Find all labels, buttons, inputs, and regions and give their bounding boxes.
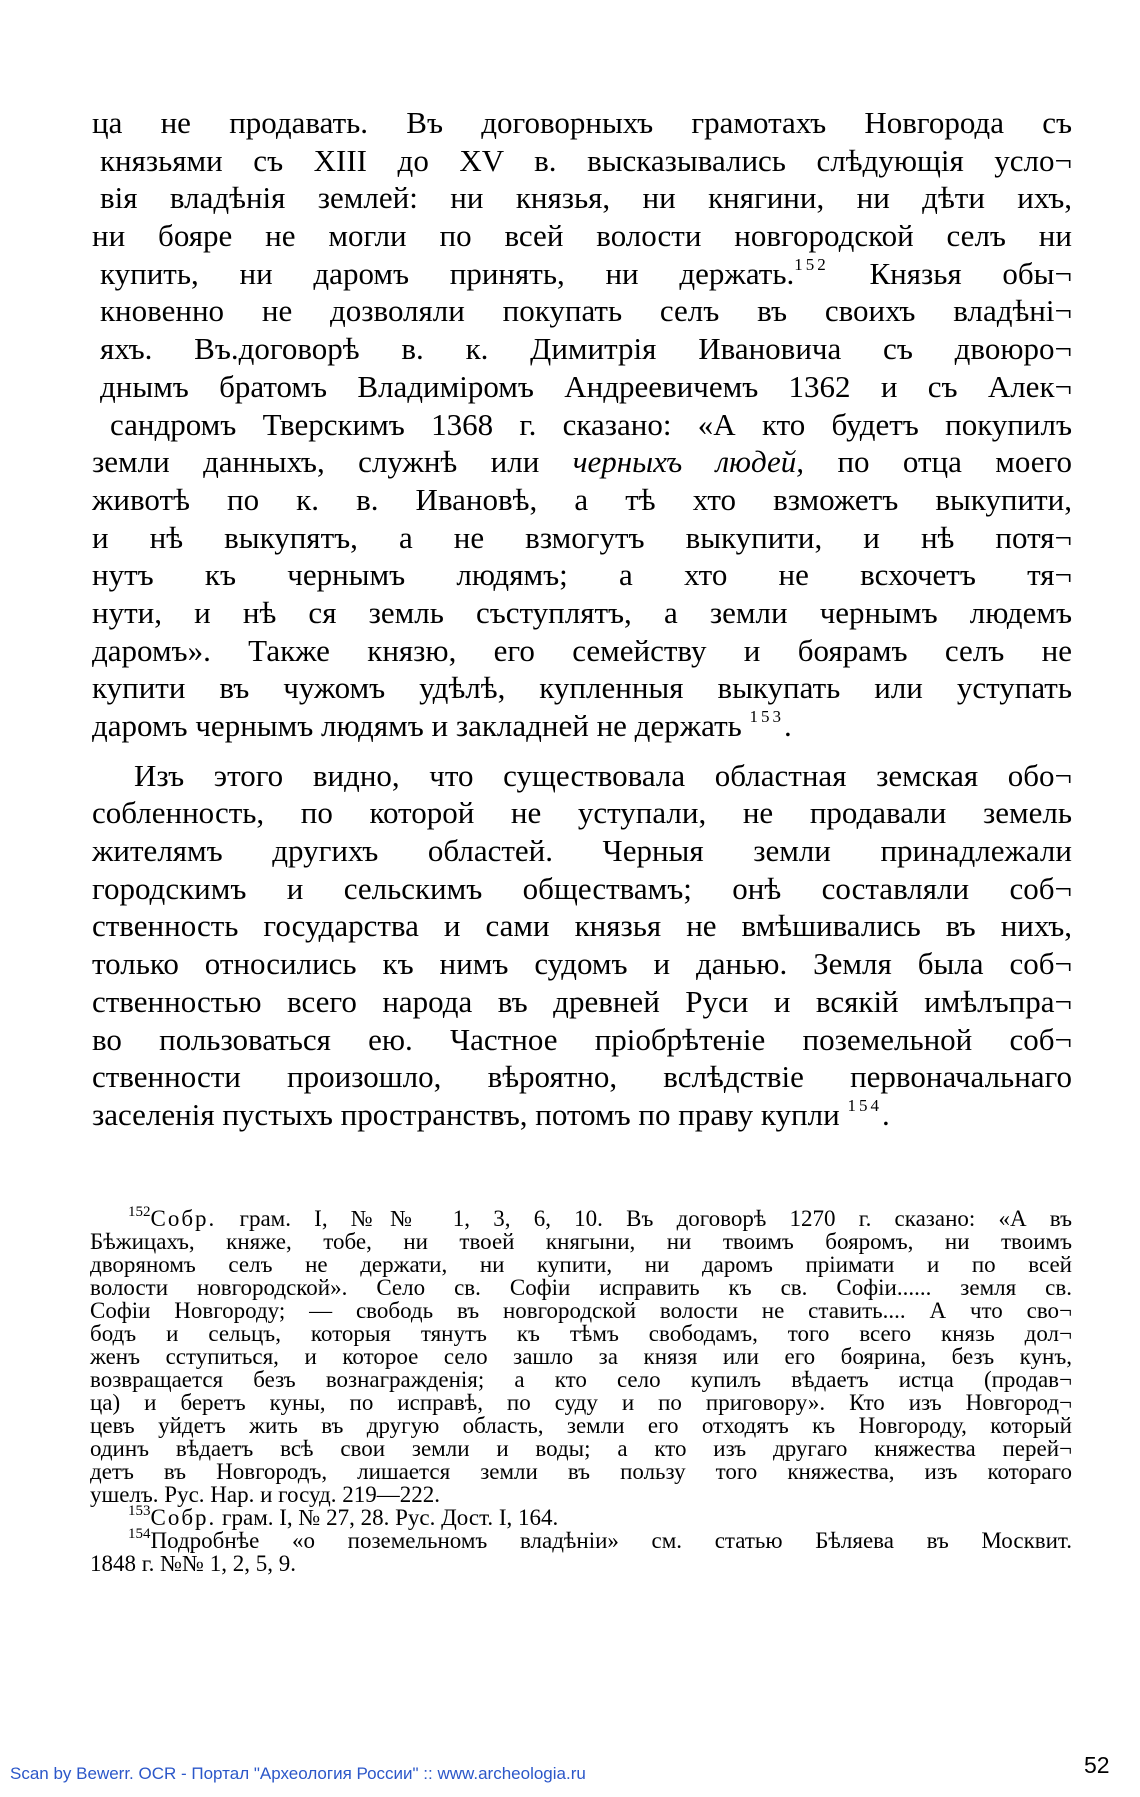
footnote-line: одинъ вѣдаетъ всѣ свои земли и воды; а кто изъ другаго княжества перей¬ (90, 1436, 1072, 1461)
footnote-line: детъ въ Новгородъ, лишается земли въ пользу того княжества, изъ котораго (90, 1459, 1072, 1484)
footnote-154 (90, 1526, 1072, 1576)
text-line: ца не продавать. Въ договорныхъ грамотахъ Новгорода съ (92, 105, 1072, 140)
line-text: купить, ни даромъ принять, ни держать. (100, 255, 795, 291)
main-text (92, 104, 1072, 1134)
text-line: купити въ чужомъ удѣлѣ, купленныя выкупать или уступать (92, 670, 1072, 706)
footnote-number: 152 (128, 1204, 151, 1220)
footnote-line: волости новгородской». Село св. Софіи исправить къ св. Софіи...... земля св. (90, 1275, 1072, 1300)
text-line: сандромъ Тверскимъ 1368 г. сказано: «А кто будетъ покупилъ (110, 406, 1072, 442)
footnote-lead: Собр. (150, 1505, 217, 1530)
footnote-line (90, 1204, 1072, 1231)
text-line: даромъ». Также князю, его семейству и боярамъ селъ не (92, 632, 1072, 668)
text-line: яхъ. Въ.договорѣ в. к. Димитрія Ивановича съ двоюро¬ (100, 331, 1072, 367)
footnote-line (90, 1526, 1072, 1553)
text-line: городскимъ и сельскимъ обществамъ; онѣ составляли соб¬ (92, 870, 1072, 906)
text-line: вія владѣнія землей: ни князья, ни княгини, ни дѣти ихъ, (100, 180, 1072, 216)
footnote-ref-154[interactable]: 154 (847, 1095, 882, 1115)
text-line (92, 443, 1072, 481)
text-line: нути, и нѣ ся земль съступлятъ, а земли чернымъ людемъ (92, 594, 1072, 630)
paragraph-1 (92, 104, 1072, 745)
footnote-line: 1848 г. №№ 1, 2, 5, 9. (90, 1551, 296, 1576)
footnotes (90, 1204, 1072, 1576)
footnote-text: грам. I, №№ 1, 3, 6, 10. Въ договорѣ 1270 г. сказано: «А въ (216, 1206, 1072, 1231)
text-line (92, 1096, 1072, 1134)
footnote-line (90, 1503, 1072, 1530)
text-line: ственность государства и сами князья не вмѣшивались въ нихъ, (92, 908, 1072, 944)
footnote-line: возвращается безъ вознагражденія; а кто село купилъ вѣдаетъ истца (продав¬ (90, 1367, 1072, 1392)
footnote-lead: Собр. (150, 1206, 217, 1231)
text-line: нутъ къ чернымъ людямъ; а хто не всхочетъ тя¬ (92, 557, 1072, 593)
footnote-number: 153 (128, 1503, 151, 1519)
footnote-text: «о поземельномъ владѣніи» см. статью Бѣляева въ Москвит. (259, 1528, 1072, 1553)
footnote-line: Бѣжицахъ, княже, тобе, ни твоей княгыни, ни твоимъ бояромъ, ни твоимъ (90, 1229, 1072, 1254)
text-line: и нѣ выкупятъ, а не взмогутъ выкупити, и нѣ потя¬ (92, 519, 1072, 555)
text-line: ственностью всего народа въ древней Руси и всякій имѣлъпра¬ (92, 983, 1072, 1019)
footnote-ref-153[interactable]: 153 (749, 707, 785, 726)
footnote-lead: Подробнѣе (150, 1528, 260, 1553)
paragraph-2 (92, 757, 1072, 1134)
text-line: князьями съ XIII до XV в. высказывались слѣдующія усло¬ (100, 142, 1072, 178)
line-text: даромъ чернымъ людямъ и закладней не держать (92, 708, 742, 743)
text-line: ни бояре не могли по всей волости новгородской селъ ни (92, 218, 1072, 254)
footnote-line: женъ сступиться, и которое село зашло за князя или его боярина, безъ кунъ, (90, 1344, 1072, 1369)
footnote-line: цевъ уйдетъ жить въ другую область, земли его отходятъ къ Новгороду, который (90, 1413, 1072, 1438)
footnote-text: грам. I, № 27, 28. Рус. Дост. I, 164. (216, 1505, 559, 1530)
text-line: ственности произошло, вѣроятно, вслѣдствіе первоначальнаго (92, 1059, 1072, 1095)
text-line: кновенно не дозволяли покупать селъ въ своихъ владѣні¬ (100, 293, 1072, 329)
text-line: собленность, по которой не уступали, не продавали земель (92, 795, 1072, 831)
text-line: животѣ по к. в. Ивановѣ, а тѣ хто взможетъ выкупити, (92, 481, 1072, 517)
line-text: . (784, 708, 792, 743)
line-text: заселенія пустыхъ пространствъ, потомъ по праву купли (92, 1096, 840, 1132)
footnote-153 (90, 1503, 1072, 1530)
page-number: 52 (1084, 1752, 1110, 1778)
line-text: по отца моего (804, 444, 1072, 480)
footnote-152 (90, 1204, 1072, 1507)
footnote-ref-152[interactable]: 152 (794, 254, 829, 274)
footnote-line: ца) и беретъ куны, по исправѣ, по суду и по приговору». Кто изъ Новгород¬ (90, 1390, 1072, 1415)
line-text: земли данныхъ, служнѣ или (92, 444, 573, 480)
text-line: Изъ этого видно, что существовала областная земская обо¬ (134, 757, 1072, 793)
text-line: жителямъ другихъ областей. Черныя земли принадлежали (92, 833, 1072, 869)
scan-credit-link[interactable]: Scan by Bewerr. OCR - Портал "Археология России" :: www.archeologia.ru (10, 1764, 586, 1783)
footnote-line: дворяномъ селъ не держати, ни купити, ни даромъ пріимати и по всей (90, 1252, 1072, 1277)
footnote-line: бодъ и сельцъ, которыя тянутъ къ тѣмъ свободамъ, того всего князь дол¬ (90, 1321, 1072, 1346)
footnote-line: Софіи Новгороду; — свободь въ новгородской волости не ставить.... А что сво¬ (90, 1298, 1072, 1323)
italic-phrase: черныхъ людей, (572, 444, 805, 480)
text-line: днымъ братомъ Владиміромъ Андреевичемъ 1362 и съ Алек¬ (100, 368, 1072, 404)
text-line: только относились къ нимъ судомъ и данью. Земля была соб¬ (92, 946, 1072, 982)
footnote-number: 154 (128, 1526, 151, 1542)
line-text: . (881, 1096, 890, 1132)
line-text: Князья обы¬ (828, 255, 1072, 291)
text-line (92, 707, 1072, 745)
footnote-line: ушелъ. Рус. Нар. и госуд. 219—222. (90, 1482, 441, 1507)
text-line (92, 255, 1072, 293)
text-line: во пользоваться ею. Частное пріобрѣтеніе поземельной соб¬ (92, 1021, 1072, 1057)
